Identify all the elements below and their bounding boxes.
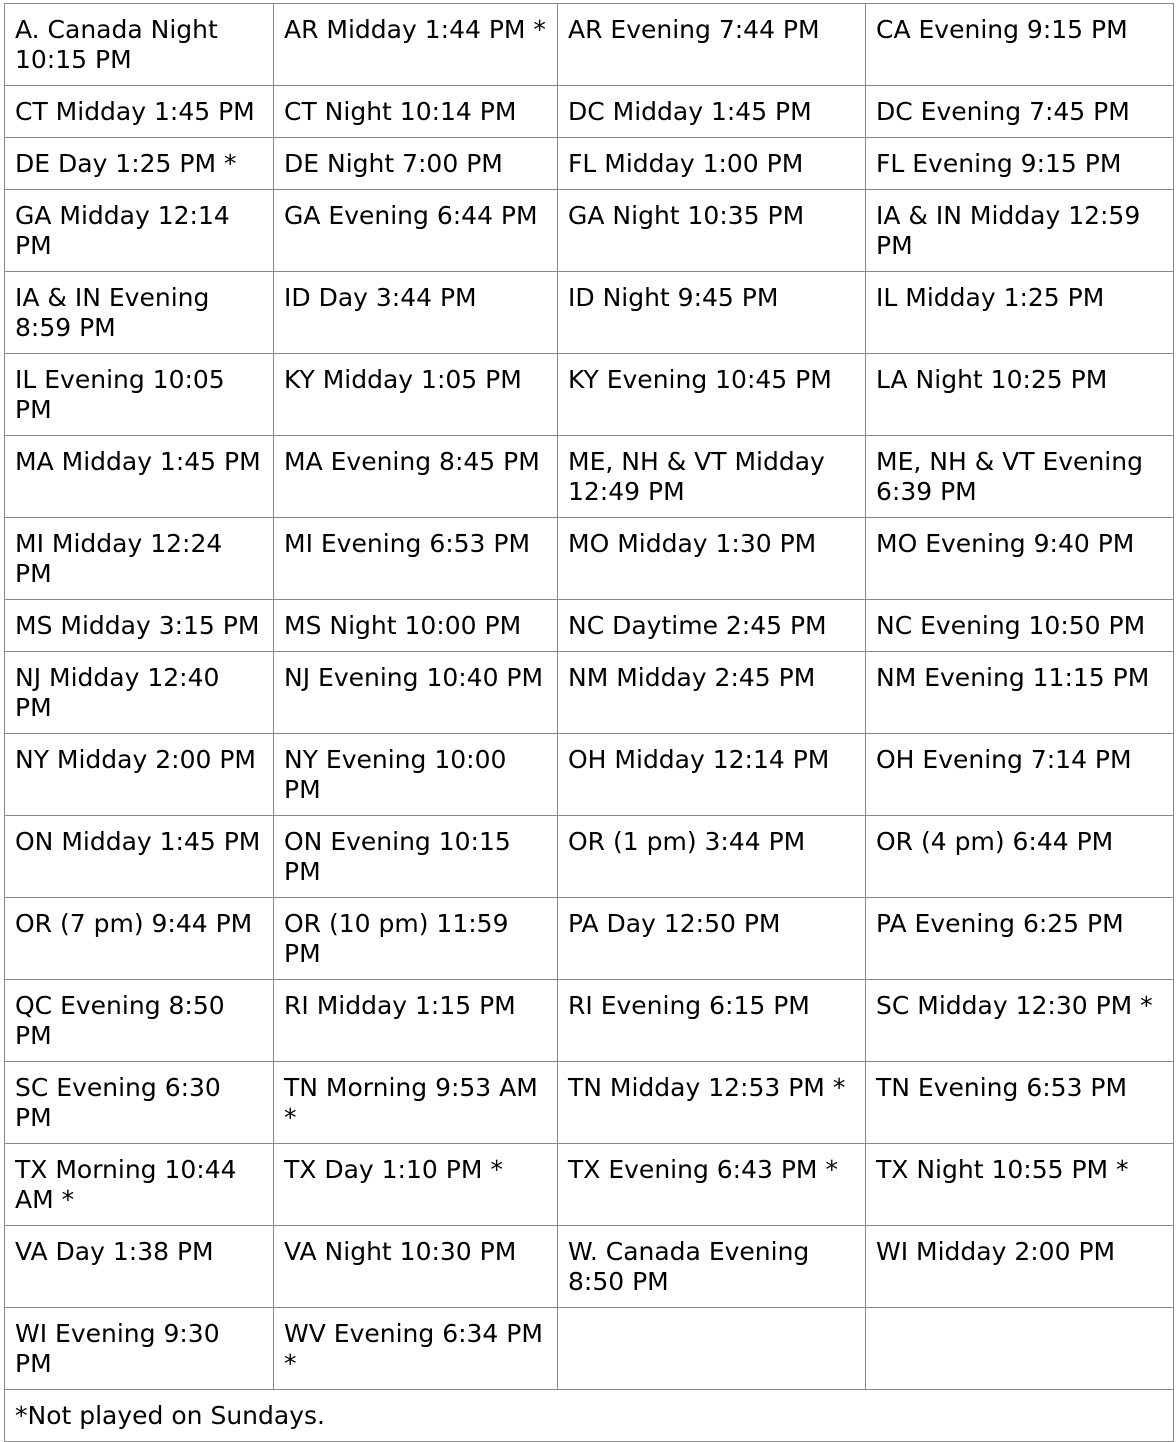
table-row [5, 1144, 1174, 1226]
table-cell [866, 1308, 1174, 1390]
table-cell: MO Midday 1:30 PM [558, 518, 866, 600]
table-cell: OR (10 pm) 11:59 PM [274, 898, 558, 980]
table-cell: CT Night 10:14 PM [274, 86, 558, 138]
table-cell: WV Evening 6:34 PM * [274, 1308, 558, 1390]
table-cell: GA Evening 6:44 PM [274, 190, 558, 272]
table-cell: TX Night 10:55 PM * [866, 1144, 1174, 1226]
table-row [5, 1062, 1174, 1144]
table-row [5, 652, 1174, 734]
table-cell: MA Midday 1:45 PM [5, 436, 274, 518]
table-row [5, 1308, 1174, 1390]
table-row [5, 518, 1174, 600]
table-cell: RI Evening 6:15 PM [558, 980, 866, 1062]
table-cell: MS Midday 3:15 PM [5, 600, 274, 652]
table-cell: GA Midday 12:14 PM [5, 190, 274, 272]
table-cell: KY Evening 10:45 PM [558, 354, 866, 436]
table-cell: WI Midday 2:00 PM [866, 1226, 1174, 1308]
table-row [5, 1226, 1174, 1308]
table-cell: NC Evening 10:50 PM [866, 600, 1174, 652]
table-cell: DE Night 7:00 PM [274, 138, 558, 190]
table-row [5, 816, 1174, 898]
table-cell: RI Midday 1:15 PM [274, 980, 558, 1062]
table-cell: LA Night 10:25 PM [866, 354, 1174, 436]
table-cell: IL Evening 10:05 PM [5, 354, 274, 436]
table-cell: TX Morning 10:44 AM * [5, 1144, 274, 1226]
table-cell: NM Midday 2:45 PM [558, 652, 866, 734]
table-cell: MS Night 10:00 PM [274, 600, 558, 652]
table-cell: ME, NH & VT Evening 6:39 PM [866, 436, 1174, 518]
table-cell: MI Evening 6:53 PM [274, 518, 558, 600]
draw-schedule-table [4, 3, 1174, 1442]
table-cell: IA & IN Evening 8:59 PM [5, 272, 274, 354]
table-cell: OR (1 pm) 3:44 PM [558, 816, 866, 898]
table-cell: SC Evening 6:30 PM [5, 1062, 274, 1144]
table-row [5, 138, 1174, 190]
table-cell: NM Evening 11:15 PM [866, 652, 1174, 734]
table-cell: DC Evening 7:45 PM [866, 86, 1174, 138]
table-cell: QC Evening 8:50 PM [5, 980, 274, 1062]
table-cell: PA Evening 6:25 PM [866, 898, 1174, 980]
table-cell: OR (7 pm) 9:44 PM [5, 898, 274, 980]
table-cell: ON Midday 1:45 PM [5, 816, 274, 898]
table-cell: IA & IN Midday 12:59 PM [866, 190, 1174, 272]
table-cell: MA Evening 8:45 PM [274, 436, 558, 518]
table-cell: OR (4 pm) 6:44 PM [866, 816, 1174, 898]
table-cell: MI Midday 12:24 PM [5, 518, 274, 600]
table-cell: TN Evening 6:53 PM [866, 1062, 1174, 1144]
table-cell: DE Day 1:25 PM * [5, 138, 274, 190]
table-cell: ON Evening 10:15 PM [274, 816, 558, 898]
table-row [5, 734, 1174, 816]
table-cell: ID Day 3:44 PM [274, 272, 558, 354]
footnote: *Not played on Sundays. [5, 1390, 1174, 1442]
table-cell: FL Midday 1:00 PM [558, 138, 866, 190]
table-row [5, 354, 1174, 436]
table-row [5, 190, 1174, 272]
table-cell: NJ Midday 12:40 PM [5, 652, 274, 734]
table-row [5, 86, 1174, 138]
table-cell: CT Midday 1:45 PM [5, 86, 274, 138]
table-cell: NC Daytime 2:45 PM [558, 600, 866, 652]
table-cell: PA Day 12:50 PM [558, 898, 866, 980]
table-cell: CA Evening 9:15 PM [866, 4, 1174, 86]
table-row [5, 600, 1174, 652]
table-cell: GA Night 10:35 PM [558, 190, 866, 272]
table-cell: W. Canada Evening 8:50 PM [558, 1226, 866, 1308]
table-cell: TX Evening 6:43 PM * [558, 1144, 866, 1226]
table-cell: WI Evening 9:30 PM [5, 1308, 274, 1390]
table-cell: OH Evening 7:14 PM [866, 734, 1174, 816]
table-cell: IL Midday 1:25 PM [866, 272, 1174, 354]
table-row [5, 980, 1174, 1062]
table-cell: AR Midday 1:44 PM * [274, 4, 558, 86]
schedule-body [5, 4, 1174, 1442]
table-cell: VA Day 1:38 PM [5, 1226, 274, 1308]
table-cell: VA Night 10:30 PM [274, 1226, 558, 1308]
table-cell: MO Evening 9:40 PM [866, 518, 1174, 600]
table-cell: KY Midday 1:05 PM [274, 354, 558, 436]
table-cell: AR Evening 7:44 PM [558, 4, 866, 86]
table-cell: DC Midday 1:45 PM [558, 86, 866, 138]
table-cell: TN Midday 12:53 PM * [558, 1062, 866, 1144]
table-cell: NY Evening 10:00 PM [274, 734, 558, 816]
table-row [5, 436, 1174, 518]
table-cell: ID Night 9:45 PM [558, 272, 866, 354]
table-cell: A. Canada Night 10:15 PM [5, 4, 274, 86]
footnote-row [5, 1390, 1174, 1442]
table-cell: SC Midday 12:30 PM * [866, 980, 1174, 1062]
table-row [5, 4, 1174, 86]
table-cell: NY Midday 2:00 PM [5, 734, 274, 816]
table-cell: ME, NH & VT Midday 12:49 PM [558, 436, 866, 518]
table-row [5, 272, 1174, 354]
table-cell: TX Day 1:10 PM * [274, 1144, 558, 1226]
table-cell: FL Evening 9:15 PM [866, 138, 1174, 190]
table-row [5, 898, 1174, 980]
table-cell [558, 1308, 866, 1390]
table-cell: OH Midday 12:14 PM [558, 734, 866, 816]
table-cell: TN Morning 9:53 AM * [274, 1062, 558, 1144]
table-cell: NJ Evening 10:40 PM [274, 652, 558, 734]
